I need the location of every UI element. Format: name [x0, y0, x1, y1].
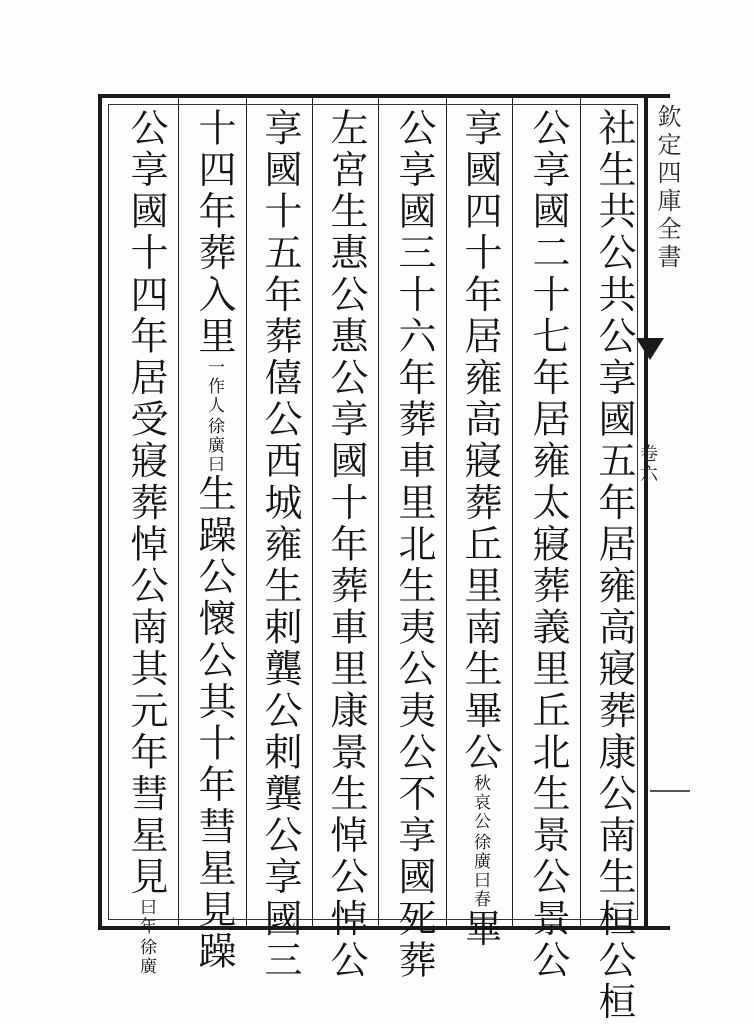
text-column-8 — [122, 108, 170, 977]
column-text: 享國四十年居雍高寢葬丘里南生畢公 — [458, 108, 502, 774]
text-column-1 — [590, 108, 638, 1024]
note-line-b: 曰年 — [136, 898, 156, 937]
margin-volume-label: 卷六 — [637, 444, 658, 484]
column-rule — [246, 98, 247, 926]
column-text: 公享國三十六年葬車里北生夷公夷公不享國死葬 — [392, 108, 436, 982]
note-line-a: 徐廣曰春 — [470, 832, 490, 909]
column-text-tail: 畢 — [458, 908, 502, 951]
text-column-7 — [190, 108, 238, 973]
text-column-2 — [524, 108, 572, 982]
fishtail-mark-icon — [636, 338, 664, 360]
annotation-note — [203, 358, 225, 474]
text-column-4 — [390, 108, 438, 982]
column-text: 左宮生惠公惠公享國十年葬車里康景生悼公悼公 — [324, 108, 368, 982]
column-rule — [178, 98, 179, 926]
column-rule — [512, 98, 513, 926]
column-rule — [580, 98, 581, 926]
annotation-note — [469, 774, 491, 909]
column-text: 享國十五年葬僖公西城雍生剌龔公剌龔公享國三 — [258, 108, 302, 982]
column-rule — [446, 98, 447, 926]
note-line-a: 徐廣曰 — [204, 416, 224, 474]
note-line-a: 徐廣 — [136, 938, 156, 977]
text-column-3 — [456, 108, 504, 951]
annotation-note — [135, 898, 157, 976]
text-column-6 — [256, 108, 304, 982]
column-text: 十四年葬入里 — [192, 108, 236, 358]
text-column-5 — [322, 108, 370, 982]
column-text: 公享國二十七年居雍太寢葬義里丘北生景公景公 — [526, 108, 570, 982]
note-line-b: 一作人 — [204, 357, 224, 415]
column-text: 公享國十四年居受寢葬悼公南其元年彗星見 — [124, 108, 168, 899]
margin-book-title: 欽定四庫全書 — [653, 104, 681, 272]
column-text: 社生共公共公享國五年居雍高寢葬康公南生桓公桓 — [592, 108, 636, 1024]
column-text-tail: 生躁公懷公其十年彗星見躁 — [192, 473, 236, 973]
margin-tick — [650, 790, 690, 792]
column-rule — [312, 98, 313, 926]
note-line-b: 秋哀公 — [470, 773, 490, 831]
column-rule — [378, 98, 379, 926]
